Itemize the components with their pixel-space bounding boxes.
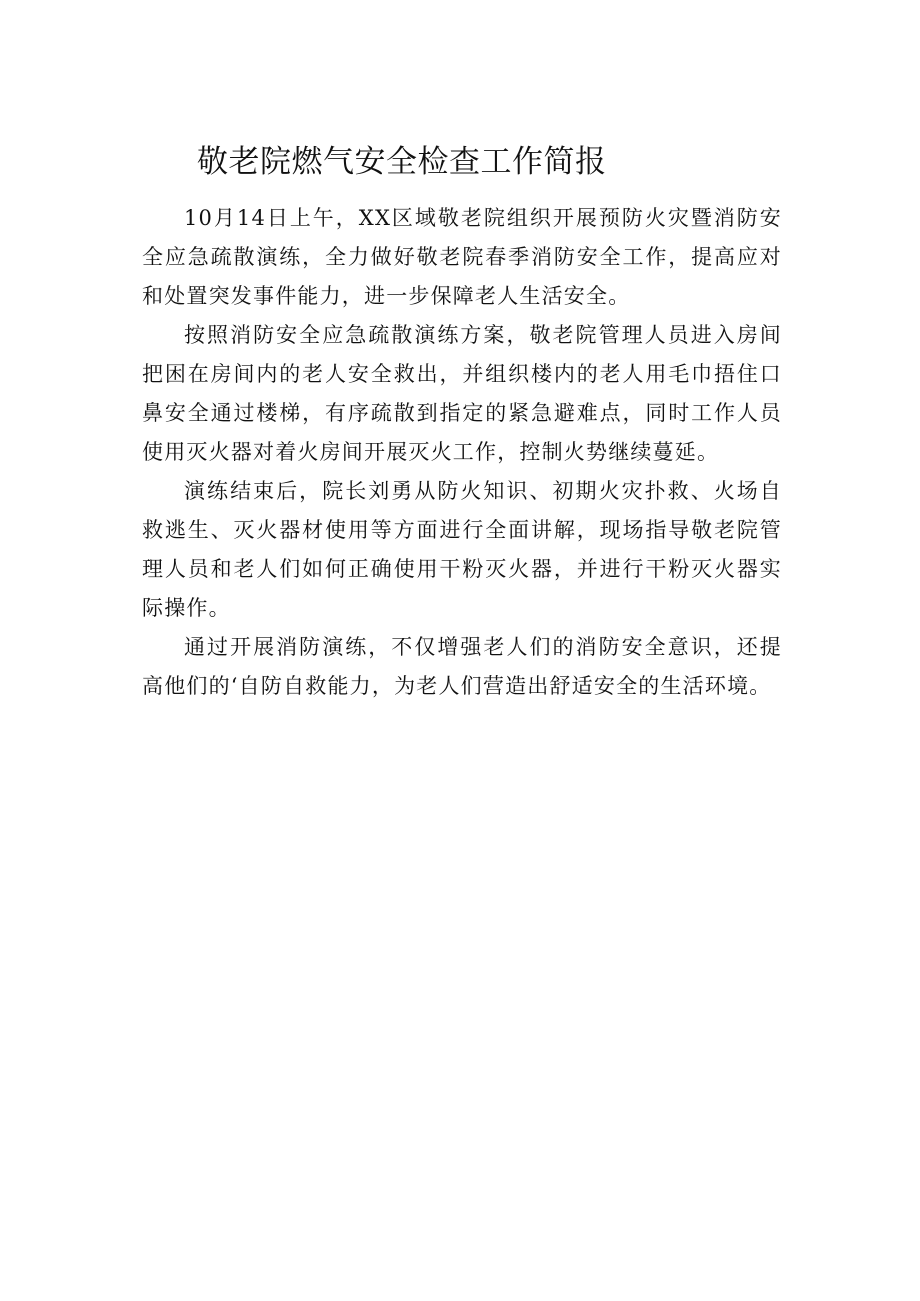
paragraph-evacuation-process: 按照消防安全应急疏散演练方案，敬老院管理人员进入房间把困在房间内的老人安全救出，并组织楼内的老人用毛巾捂住口鼻安全通过楼梯，有序疏散到指定的紧急避难点，同时工作人员使用灭火器对着火房间开展灭火工作，控制火势继续蔓延。 bbox=[142, 323, 782, 464]
paragraph-training-explanation: 演练结束后，院长刘勇从防火知识、初期火灾扑救、火场自救逃生、灭火器材使用等方面进行全面讲解，现场指导敬老院管理人员和老人们如何正确使用干粉灭火器，并进行干粉灭火器实际操作。 bbox=[142, 479, 782, 620]
paragraph-drill-overview: 10月14日上午，XX区域敬老院组织开展预防火灾暨消防安全应急疏散演练，全力做好敬老院春季消防安全工作，提高应对和处置突发事件能力，进一步保障老人生活安全。 bbox=[142, 206, 782, 308]
paragraph-summary: 通过开展消防演练，不仅增强老人们的消防安全意识，还提高他们的‘自防自救能力，为老人们营造出舒适安全的生活环境。 bbox=[142, 635, 782, 698]
document-body bbox=[142, 199, 782, 706]
document-title: 敬老院燃气安全检查工作简报 bbox=[197, 144, 607, 180]
